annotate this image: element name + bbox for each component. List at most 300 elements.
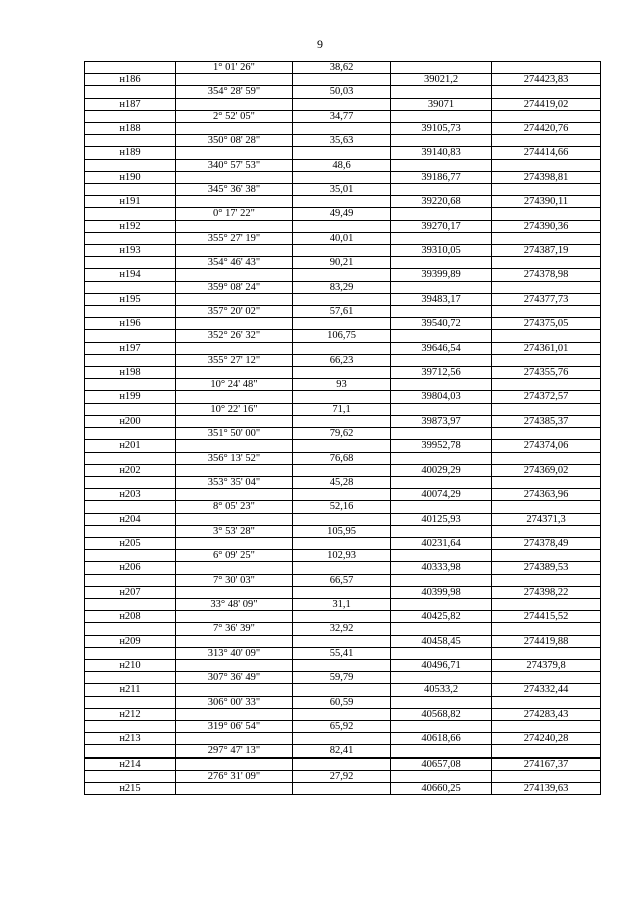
segment-row: [85, 135, 601, 147]
direction-angle-cell: 7° 36' 39": [176, 623, 293, 635]
distance-cell: 49,49: [293, 208, 391, 220]
distance-cell-empty: [293, 98, 391, 110]
segment-row: [85, 428, 601, 440]
distance-cell: 102,93: [293, 550, 391, 562]
x-coordinate-cell: 39540,72: [391, 318, 492, 330]
x-coordinate-cell-empty: [391, 306, 492, 318]
y-coordinate-cell-empty: [492, 647, 601, 659]
y-coordinate-cell-empty: [492, 501, 601, 513]
point-id-cell: н200: [85, 415, 176, 427]
point-id-cell-empty: [85, 720, 176, 732]
x-coordinate-cell-empty: [391, 452, 492, 464]
distance-cell: 66,23: [293, 354, 391, 366]
distance-cell: 59,79: [293, 672, 391, 684]
point-id-cell-empty: [85, 208, 176, 220]
x-coordinate-cell: 39310,05: [391, 245, 492, 257]
point-id-cell-empty: [85, 647, 176, 659]
direction-angle-cell: 359° 08' 24": [176, 281, 293, 293]
distance-cell: 52,16: [293, 501, 391, 513]
point-id-cell: н196: [85, 318, 176, 330]
y-coordinate-cell-empty: [492, 525, 601, 537]
distance-cell: 71,1: [293, 403, 391, 415]
x-coordinate-cell: 40618,66: [391, 733, 492, 745]
y-coordinate-cell: 274390,11: [492, 196, 601, 208]
y-coordinate-cell: 274419,88: [492, 635, 601, 647]
point-id-cell-empty: [85, 257, 176, 269]
direction-angle-cell: 2° 52' 05": [176, 110, 293, 122]
y-coordinate-cell-empty: [492, 354, 601, 366]
x-coordinate-cell: 39712,56: [391, 367, 492, 379]
segment-row: [85, 647, 601, 659]
point-id-cell-empty: [85, 550, 176, 562]
y-coordinate-cell-empty: [492, 574, 601, 586]
distance-cell-empty: [293, 391, 391, 403]
y-coordinate-cell: 274167,37: [492, 758, 601, 771]
direction-angle-cell-empty: [176, 684, 293, 696]
y-coordinate-cell-empty: [492, 623, 601, 635]
x-coordinate-cell-empty: [391, 232, 492, 244]
direction-angle-cell-empty: [176, 318, 293, 330]
y-coordinate-cell: 274423,83: [492, 74, 601, 86]
x-coordinate-cell-empty: [391, 476, 492, 488]
point-id-cell: н205: [85, 537, 176, 549]
distance-cell-empty: [293, 342, 391, 354]
x-coordinate-cell: 39873,97: [391, 415, 492, 427]
direction-angle-cell-empty: [176, 415, 293, 427]
x-coordinate-cell: 40029,29: [391, 464, 492, 476]
x-coordinate-cell-empty: [391, 550, 492, 562]
x-coordinate-cell-empty: [391, 403, 492, 415]
x-coordinate-cell: 40425,82: [391, 611, 492, 623]
point-id-cell: н208: [85, 611, 176, 623]
direction-angle-cell-empty: [176, 758, 293, 771]
point-id-cell: н189: [85, 147, 176, 159]
distance-cell-empty: [293, 513, 391, 525]
y-coordinate-cell-empty: [492, 232, 601, 244]
y-coordinate-cell-empty: [492, 745, 601, 758]
direction-angle-cell-empty: [176, 586, 293, 598]
point-row: [85, 74, 601, 86]
x-coordinate-cell-empty: [391, 62, 492, 74]
direction-angle-cell-empty: [176, 537, 293, 549]
point-id-cell: н201: [85, 440, 176, 452]
distance-cell: 57,61: [293, 306, 391, 318]
distance-cell-empty: [293, 586, 391, 598]
point-id-cell: н212: [85, 708, 176, 720]
direction-angle-cell: 33° 48' 09": [176, 598, 293, 610]
y-coordinate-cell-empty: [492, 135, 601, 147]
segment-row: [85, 623, 601, 635]
direction-angle-cell-empty: [176, 733, 293, 745]
y-coordinate-cell-empty: [492, 330, 601, 342]
point-id-cell-empty: [85, 501, 176, 513]
segment-row: [85, 281, 601, 293]
segment-row: [85, 550, 601, 562]
direction-angle-cell-empty: [176, 708, 293, 720]
x-coordinate-cell: 39270,17: [391, 220, 492, 232]
direction-angle-cell: 351° 50' 00": [176, 428, 293, 440]
y-coordinate-cell-empty: [492, 306, 601, 318]
x-coordinate-cell-empty: [391, 696, 492, 708]
y-coordinate-cell: 274379,8: [492, 659, 601, 671]
y-coordinate-cell-empty: [492, 428, 601, 440]
distance-cell-empty: [293, 440, 391, 452]
direction-angle-cell: 307° 36' 49": [176, 672, 293, 684]
point-id-cell-empty: [85, 745, 176, 758]
x-coordinate-cell: 40458,45: [391, 635, 492, 647]
point-row: [85, 440, 601, 452]
distance-cell: 35,01: [293, 184, 391, 196]
distance-cell-empty: [293, 269, 391, 281]
distance-cell-empty: [293, 220, 391, 232]
direction-angle-cell: 8° 05' 23": [176, 501, 293, 513]
direction-angle-cell-empty: [176, 98, 293, 110]
x-coordinate-cell-empty: [391, 208, 492, 220]
point-row: [85, 391, 601, 403]
y-coordinate-cell: 274378,49: [492, 537, 601, 549]
point-row: [85, 196, 601, 208]
x-coordinate-cell-empty: [391, 110, 492, 122]
point-id-cell-empty: [85, 86, 176, 98]
point-id-cell-empty: [85, 525, 176, 537]
distance-cell-empty: [293, 537, 391, 549]
y-coordinate-cell: 274390,36: [492, 220, 601, 232]
direction-angle-cell: 350° 08' 28": [176, 135, 293, 147]
direction-angle-cell-empty: [176, 513, 293, 525]
segment-row: [85, 770, 601, 782]
segment-row: [85, 86, 601, 98]
x-coordinate-cell: 40496,71: [391, 659, 492, 671]
point-id-cell-empty: [85, 135, 176, 147]
point-id-cell-empty: [85, 330, 176, 342]
y-coordinate-cell-empty: [492, 403, 601, 415]
point-id-cell-empty: [85, 62, 176, 74]
point-row: [85, 98, 601, 110]
point-row: [85, 489, 601, 501]
segment-row: [85, 257, 601, 269]
direction-angle-cell-empty: [176, 269, 293, 281]
y-coordinate-cell-empty: [492, 281, 601, 293]
direction-angle-cell-empty: [176, 562, 293, 574]
y-coordinate-cell-empty: [492, 184, 601, 196]
direction-angle-cell-empty: [176, 440, 293, 452]
direction-angle-cell: 313° 40' 09": [176, 647, 293, 659]
x-coordinate-cell: 40074,29: [391, 489, 492, 501]
point-row: [85, 611, 601, 623]
segment-row: [85, 501, 601, 513]
point-row: [85, 733, 601, 745]
direction-angle-cell: 7° 30' 03": [176, 574, 293, 586]
distance-cell-empty: [293, 635, 391, 647]
x-coordinate-cell-empty: [391, 330, 492, 342]
y-coordinate-cell: 274398,81: [492, 171, 601, 183]
distance-cell-empty: [293, 245, 391, 257]
direction-angle-cell: 340° 57' 53": [176, 159, 293, 171]
point-id-cell: н198: [85, 367, 176, 379]
direction-angle-cell: 355° 27' 12": [176, 354, 293, 366]
distance-cell: 35,63: [293, 135, 391, 147]
y-coordinate-cell-empty: [492, 159, 601, 171]
point-id-cell: н190: [85, 171, 176, 183]
direction-angle-cell-empty: [176, 659, 293, 671]
point-id-cell-empty: [85, 232, 176, 244]
y-coordinate-cell: 274420,76: [492, 123, 601, 135]
y-coordinate-cell-empty: [492, 208, 601, 220]
point-id-cell: н213: [85, 733, 176, 745]
direction-angle-cell: 10° 24' 48": [176, 379, 293, 391]
segment-row: [85, 110, 601, 122]
x-coordinate-cell: 40333,98: [391, 562, 492, 574]
direction-angle-cell-empty: [176, 391, 293, 403]
point-row: [85, 464, 601, 476]
direction-angle-cell-empty: [176, 293, 293, 305]
segment-row: [85, 379, 601, 391]
y-coordinate-cell-empty: [492, 720, 601, 732]
point-id-cell: н206: [85, 562, 176, 574]
point-id-cell: н193: [85, 245, 176, 257]
x-coordinate-cell-empty: [391, 257, 492, 269]
distance-cell-empty: [293, 489, 391, 501]
y-coordinate-cell: 274378,98: [492, 269, 601, 281]
y-coordinate-cell: 274240,28: [492, 733, 601, 745]
x-coordinate-cell-empty: [391, 770, 492, 782]
distance-cell-empty: [293, 733, 391, 745]
direction-angle-cell: 355° 27' 19": [176, 232, 293, 244]
point-id-cell-empty: [85, 672, 176, 684]
point-id-cell: н199: [85, 391, 176, 403]
direction-angle-cell-empty: [176, 147, 293, 159]
point-row: [85, 318, 601, 330]
y-coordinate-cell-empty: [492, 598, 601, 610]
y-coordinate-cell: 274374,06: [492, 440, 601, 452]
direction-angle-cell-empty: [176, 782, 293, 794]
direction-angle-cell: 0° 17' 22": [176, 208, 293, 220]
distance-cell-empty: [293, 171, 391, 183]
y-coordinate-cell-empty: [492, 86, 601, 98]
y-coordinate-cell: 274283,43: [492, 708, 601, 720]
distance-cell: 45,28: [293, 476, 391, 488]
point-id-cell-empty: [85, 403, 176, 415]
segment-row: [85, 745, 601, 758]
x-coordinate-cell: 40125,93: [391, 513, 492, 525]
direction-angle-cell-empty: [176, 123, 293, 135]
x-coordinate-cell: 39483,17: [391, 293, 492, 305]
coordinates-table-body: [85, 62, 601, 795]
point-id-cell-empty: [85, 598, 176, 610]
segment-row: [85, 184, 601, 196]
point-row: [85, 562, 601, 574]
point-id-cell: н194: [85, 269, 176, 281]
point-id-cell-empty: [85, 281, 176, 293]
segment-row: [85, 598, 601, 610]
segment-row: [85, 330, 601, 342]
y-coordinate-cell: 274387,19: [492, 245, 601, 257]
distance-cell-empty: [293, 123, 391, 135]
distance-cell: 66,57: [293, 574, 391, 586]
x-coordinate-cell: 40533,2: [391, 684, 492, 696]
y-coordinate-cell-empty: [492, 452, 601, 464]
segment-row: [85, 720, 601, 732]
x-coordinate-cell: 39804,03: [391, 391, 492, 403]
distance-cell-empty: [293, 196, 391, 208]
point-row: [85, 220, 601, 232]
point-id-cell: н202: [85, 464, 176, 476]
distance-cell-empty: [293, 659, 391, 671]
x-coordinate-cell-empty: [391, 598, 492, 610]
distance-cell: 38,62: [293, 62, 391, 74]
point-id-cell: н209: [85, 635, 176, 647]
direction-angle-cell: 319° 06' 54": [176, 720, 293, 732]
direction-angle-cell-empty: [176, 196, 293, 208]
point-row: [85, 537, 601, 549]
direction-angle-cell: 1° 01' 26": [176, 62, 293, 74]
y-coordinate-cell-empty: [492, 257, 601, 269]
x-coordinate-cell-empty: [391, 428, 492, 440]
direction-angle-cell-empty: [176, 74, 293, 86]
distance-cell: 79,62: [293, 428, 391, 440]
x-coordinate-cell: 39071: [391, 98, 492, 110]
x-coordinate-cell-empty: [391, 354, 492, 366]
distance-cell: 60,59: [293, 696, 391, 708]
direction-angle-cell: 353° 35' 04": [176, 476, 293, 488]
direction-angle-cell-empty: [176, 367, 293, 379]
x-coordinate-cell-empty: [391, 745, 492, 758]
segment-row: [85, 306, 601, 318]
segment-row: [85, 232, 601, 244]
y-coordinate-cell: 274363,96: [492, 489, 601, 501]
x-coordinate-cell-empty: [391, 501, 492, 513]
direction-angle-cell: 354° 28' 59": [176, 86, 293, 98]
distance-cell: 90,21: [293, 257, 391, 269]
distance-cell: 40,01: [293, 232, 391, 244]
distance-cell-empty: [293, 708, 391, 720]
x-coordinate-cell-empty: [391, 647, 492, 659]
y-coordinate-cell-empty: [492, 672, 601, 684]
x-coordinate-cell-empty: [391, 184, 492, 196]
y-coordinate-cell-empty: [492, 476, 601, 488]
distance-cell: 106,75: [293, 330, 391, 342]
segment-row: [85, 525, 601, 537]
x-coordinate-cell: 39105,73: [391, 123, 492, 135]
direction-angle-cell-empty: [176, 220, 293, 232]
x-coordinate-cell-empty: [391, 281, 492, 293]
segment-row: [85, 452, 601, 464]
direction-angle-cell-empty: [176, 635, 293, 647]
distance-cell: 32,92: [293, 623, 391, 635]
point-id-cell: н187: [85, 98, 176, 110]
distance-cell: 27,92: [293, 770, 391, 782]
direction-angle-cell-empty: [176, 489, 293, 501]
y-coordinate-cell: 274377,73: [492, 293, 601, 305]
x-coordinate-cell-empty: [391, 623, 492, 635]
distance-cell: 82,41: [293, 745, 391, 758]
x-coordinate-cell: 39952,78: [391, 440, 492, 452]
point-id-cell: н195: [85, 293, 176, 305]
distance-cell: 31,1: [293, 598, 391, 610]
point-id-cell-empty: [85, 184, 176, 196]
point-id-cell: н214: [85, 758, 176, 771]
y-coordinate-cell: 274375,05: [492, 318, 601, 330]
direction-angle-cell: 10° 22' 16": [176, 403, 293, 415]
point-row: [85, 684, 601, 696]
x-coordinate-cell: 40568,82: [391, 708, 492, 720]
point-row: [85, 758, 601, 771]
direction-angle-cell: 357° 20' 02": [176, 306, 293, 318]
point-id-cell: н197: [85, 342, 176, 354]
x-coordinate-cell-empty: [391, 159, 492, 171]
distance-cell-empty: [293, 684, 391, 696]
point-id-cell: н186: [85, 74, 176, 86]
direction-angle-cell-empty: [176, 245, 293, 257]
direction-angle-cell: 3° 53' 28": [176, 525, 293, 537]
segment-row: [85, 208, 601, 220]
segment-row: [85, 476, 601, 488]
x-coordinate-cell-empty: [391, 86, 492, 98]
segment-row: [85, 574, 601, 586]
direction-angle-cell: 6° 09' 25": [176, 550, 293, 562]
point-id-cell-empty: [85, 476, 176, 488]
y-coordinate-cell: 274398,22: [492, 586, 601, 598]
point-id-cell-empty: [85, 428, 176, 440]
distance-cell-empty: [293, 464, 391, 476]
segment-row: [85, 62, 601, 74]
point-id-cell-empty: [85, 354, 176, 366]
y-coordinate-cell-empty: [492, 379, 601, 391]
x-coordinate-cell: 40660,25: [391, 782, 492, 794]
y-coordinate-cell: 274139,63: [492, 782, 601, 794]
x-coordinate-cell: 39399,89: [391, 269, 492, 281]
point-id-cell-empty: [85, 770, 176, 782]
coordinates-table: [84, 61, 601, 795]
y-coordinate-cell: 274332,44: [492, 684, 601, 696]
point-row: [85, 415, 601, 427]
y-coordinate-cell-empty: [492, 62, 601, 74]
y-coordinate-cell-empty: [492, 770, 601, 782]
y-coordinate-cell: 274385,37: [492, 415, 601, 427]
direction-angle-cell: 306° 00' 33": [176, 696, 293, 708]
direction-angle-cell: 354° 46' 43": [176, 257, 293, 269]
distance-cell: 34,77: [293, 110, 391, 122]
x-coordinate-cell: 39646,54: [391, 342, 492, 354]
distance-cell-empty: [293, 367, 391, 379]
distance-cell: 55,41: [293, 647, 391, 659]
point-row: [85, 171, 601, 183]
x-coordinate-cell-empty: [391, 379, 492, 391]
point-row: [85, 147, 601, 159]
direction-angle-cell-empty: [176, 171, 293, 183]
y-coordinate-cell: 274372,57: [492, 391, 601, 403]
point-id-cell-empty: [85, 452, 176, 464]
x-coordinate-cell: 40657,08: [391, 758, 492, 771]
direction-angle-cell-empty: [176, 611, 293, 623]
point-id-cell-empty: [85, 574, 176, 586]
distance-cell: 83,29: [293, 281, 391, 293]
point-row: [85, 269, 601, 281]
y-coordinate-cell: 274389,53: [492, 562, 601, 574]
segment-row: [85, 159, 601, 171]
point-row: [85, 293, 601, 305]
distance-cell-empty: [293, 415, 391, 427]
direction-angle-cell-empty: [176, 342, 293, 354]
y-coordinate-cell-empty: [492, 110, 601, 122]
distance-cell: 105,95: [293, 525, 391, 537]
page-number: 9: [317, 37, 323, 51]
y-coordinate-cell: 274419,02: [492, 98, 601, 110]
y-coordinate-cell: 274369,02: [492, 464, 601, 476]
point-row: [85, 586, 601, 598]
point-id-cell: н188: [85, 123, 176, 135]
point-row: [85, 659, 601, 671]
